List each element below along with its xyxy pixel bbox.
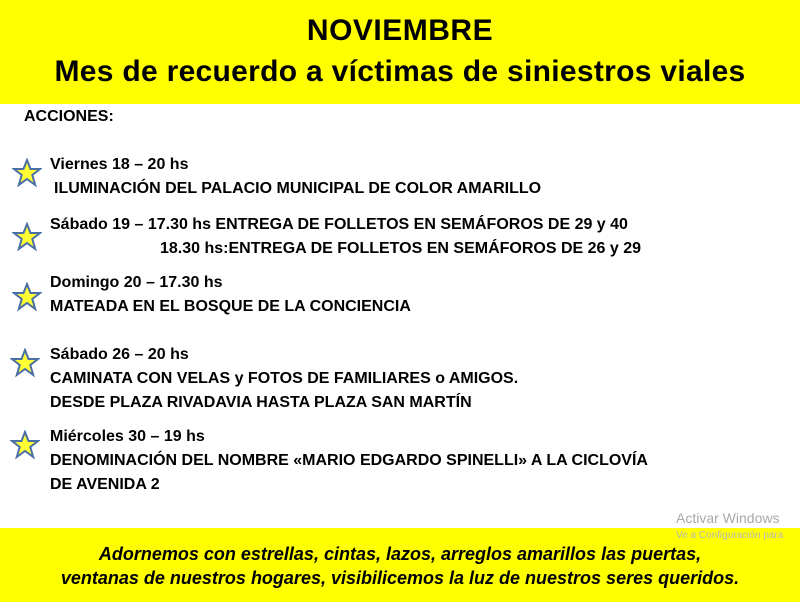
footer-line: ventanas de nuestros hogares, visibilicemos la luz de nuestros seres queridos. (60, 568, 740, 588)
event-heading: Sábado 26 – 20 hs (50, 346, 189, 363)
activation-watermark-sub: Ve a Configuración para (676, 530, 784, 541)
event-heading: Viernes 18 – 20 hs (50, 156, 189, 173)
star-icon (12, 222, 42, 252)
star-icon (10, 430, 40, 460)
header-banner (0, 0, 800, 104)
event-detail: CAMINATA CON VELAS y FOTOS DE FAMILIARES o AMIGOS. (50, 370, 519, 387)
page-subtitle: Mes de recuerdo a víctimas de siniestros viales (54, 55, 746, 88)
event-detail: DENOMINACIÓN DEL NOMBRE «MARIO EDGARDO SPINELLI» A LA CICLOVÍA (50, 452, 648, 469)
event-detail: DE AVENIDA 2 (50, 476, 160, 493)
page-title: NOVIEMBRE (306, 14, 494, 47)
event-heading: Miércoles 30 – 19 hs (50, 428, 205, 445)
activation-watermark: Activar Windows (676, 510, 780, 526)
event-detail: ILUMINACIÓN DEL PALACIO MUNICIPAL DE COLOR AMARILLO (54, 180, 542, 197)
event-detail: MATEADA EN EL BOSQUE DE LA CONCIENCIA (50, 298, 411, 315)
event-heading: Domingo 20 – 17.30 hs (50, 274, 223, 291)
star-icon (12, 158, 42, 188)
star-icon (10, 348, 40, 378)
event-detail: 18.30 hs:ENTREGA DE FOLLETOS EN SEMÁFOROS DE 26 y 29 (160, 240, 642, 257)
event-heading: Sábado 19 – 17.30 hs ENTREGA DE FOLLETOS EN SEMÁFOROS DE 29 y 40 (50, 216, 628, 233)
event-detail: DESDE PLAZA RIVADAVIA HASTA PLAZA SAN MARTÍN (50, 394, 472, 411)
star-icon (12, 282, 42, 312)
acciones-label: ACCIONES: (24, 108, 114, 125)
footer-line: Adornemos con estrellas, cintas, lazos, arreglos amarillos las puertas, (98, 544, 702, 564)
